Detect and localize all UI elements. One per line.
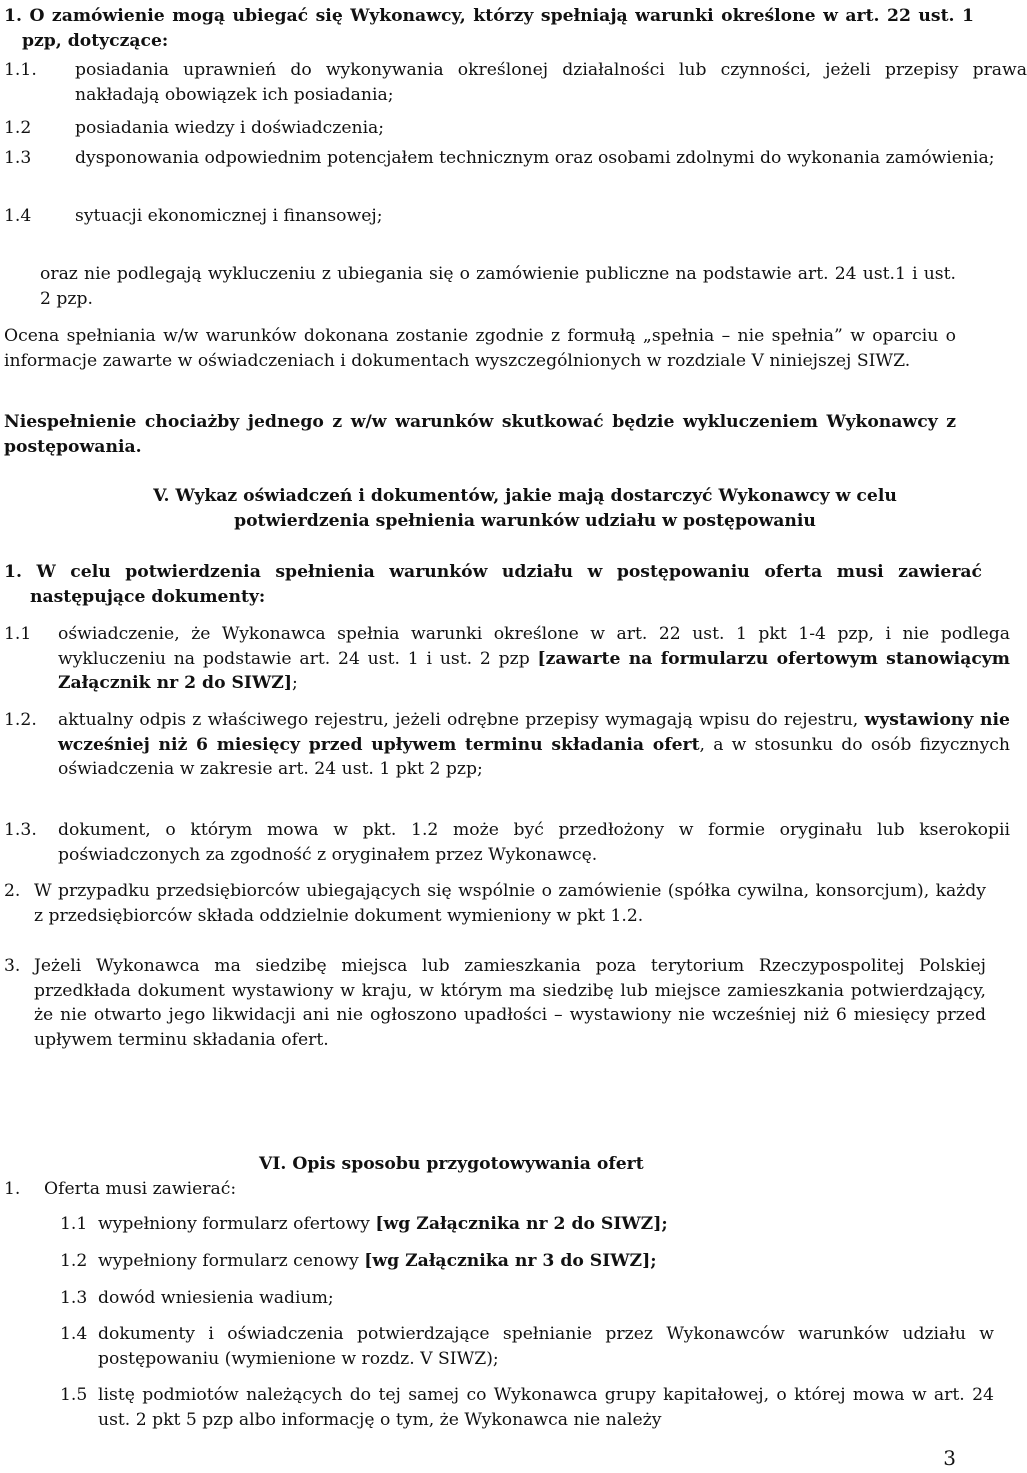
item-text: listę podmiotów należących do tej samej co Wykonawca grupy kapitałowej, o której mowa w art. 24 ust. 2 pkt 5 pzp albo informację o tym, że Wykonawca nie należy <box>98 1385 994 1430</box>
section-vi-heading: VI. Opis sposobu przygotowywania ofert <box>259 1154 644 1174</box>
section-v-point-2 <box>4 879 986 928</box>
condition-item-number: 1.1. <box>4 60 37 80</box>
item-text: dokument, o którym mowa w pkt. 1.2 może być przedłożony w formie oryginału lub kserokopii poświadczonych za zgodność z oryginałem przez Wykonawcę. <box>58 820 1010 865</box>
page-number: 3 <box>943 1446 956 1470</box>
item-text: wypełniony formularz ofertowy <box>98 1214 376 1234</box>
section-v-item-1-1 <box>4 622 1010 696</box>
item-text: Jeżeli Wykonawca ma siedzibę miejsca lub zamieszkania poza terytorium Rzeczypospolitej Polskiej przedkłada dokument wystawiony w kraju, w którym ma siedzibę lub miejsce zamieszkania potwierdzający, że nie otwarto jego likwidacji ani nie ogłoszono upadłości – wystawiony nie wcześniej niż 6 miesięcy przed upływem terminu składania ofert. <box>34 956 986 1050</box>
condition-item-1-4 <box>4 204 1027 229</box>
section-v-point-1: 1. W celu potwierdzenia spełnienia warunków udziału w postępowaniu oferta musi zawierać następujące dokumenty: <box>4 562 982 607</box>
item-number: 1.5 <box>60 1385 88 1405</box>
condition-item-text: dysponowania odpowiednim potencjałem technicznym oraz osobami zdolnymi do wykonania zamówienia; <box>75 148 995 168</box>
item-text: wypełniony formularz cenowy <box>98 1251 365 1271</box>
item-text: dokumenty i oświadczenia potwierdzające spełnianie przez Wykonawców warunków udziału w postępowaniu (wymienione w rozdz. V SIWZ); <box>98 1324 994 1369</box>
offer-item-1-3 <box>60 1286 994 1311</box>
item-number: 1.3. <box>4 820 37 840</box>
evaluation-paragraph: Ocena spełniania w/w warunków dokonana zostanie zgodnie z formułą „spełnia – nie spełnia” w oparciu o informacje zawarte w oświadczeniach i dokumentach wyszczególnionych w rozdziale V niniejszej SIWZ. <box>4 326 956 371</box>
offer-item-1-2 <box>60 1249 994 1274</box>
item-number: 1.1 <box>60 1214 88 1234</box>
item-number: 1.3 <box>60 1288 88 1308</box>
section-v-heading: V. Wykaz oświadczeń i dokumentów, jakie mają dostarczyć Wykonawcy w celu potwierdzenia spełnienia warunków udziału w postępowaniu <box>153 486 897 531</box>
item-text: , a w stosunku do osób fizycznych oświadczenia w zakresie art. 24 ust. 1 pkt 2 pzp; <box>58 734 1010 779</box>
section-v-item-1-3 <box>4 818 1010 867</box>
item-number: 1.4 <box>60 1324 88 1344</box>
item-text: oświadczenie, że Wykonawca spełnia warunki określone w art. 22 ust. 1 pkt 1-4 pzp, i nie podlega wykluczeniu na podstawie art. 24 ust. 1 i ust. 2 pzp <box>58 624 1010 669</box>
item-number: 1.2. <box>4 710 37 730</box>
section-v-item-1-2 <box>4 708 1010 782</box>
condition-item-number: 1.2 <box>4 118 32 138</box>
item-text: aktualny odpis z właściwego rejestru, jeżeli odrębne przepisy wymagają wpisu do rejestru, <box>58 710 865 730</box>
item-text-bold: [wg Załącznika nr 3 do SIWZ]; <box>364 1251 657 1271</box>
section-vi-point-1 <box>4 1177 604 1202</box>
condition-item-1-1 <box>4 58 1027 107</box>
item-text-bold: wystawiony nie wcześniej niż 6 miesięcy przed upływem terminu składania ofert <box>58 710 1010 755</box>
item-text: dowód wniesienia wadium; <box>98 1288 334 1308</box>
offer-item-1-5 <box>60 1383 994 1432</box>
exclusion-warning: Niespełnienie chociażby jednego z w/w warunków skutkować będzie wykluczeniem Wykonawcy z postępowania. <box>4 412 956 457</box>
condition-item-text: posiadania uprawnień do wykonywania określonej działalności lub czynności, jeżeli przepisy prawa nakładają obowiązek ich posiadania; <box>75 60 1027 105</box>
condition-item-number: 1.4 <box>4 206 32 226</box>
item-text: ; <box>291 673 298 693</box>
section-1-intro: 1. O zamówienie mogą ubiegać się Wykonawcy, którzy spełniają warunki określone w art. 22 ust. 1 pzp, dotyczące: <box>4 6 974 51</box>
condition-item-text: posiadania wiedzy i doświadczenia; <box>75 118 385 138</box>
item-text-bold: [zawarte na formularzu ofertowym stanowiącym Załącznik nr 2 do SIWZ] <box>58 648 1010 693</box>
condition-item-number: 1.3 <box>4 148 32 168</box>
item-number: 1. <box>4 1179 21 1199</box>
offer-item-1-1 <box>60 1212 994 1237</box>
item-number: 1.1 <box>4 624 32 644</box>
section-v-point-3 <box>4 954 986 1052</box>
offer-item-1-4 <box>60 1322 994 1371</box>
item-text: Oferta musi zawierać: <box>44 1179 237 1199</box>
condition-item-1-3 <box>4 146 1027 171</box>
item-number: 3. <box>4 956 21 976</box>
item-text: W przypadku przedsiębiorców ubiegających się wspólnie o zamówienie (spółka cywilna, konsorcjum), każdy z przedsiębiorców składa oddzielnie dokument wymieniony w pkt 1.2. <box>34 881 986 926</box>
item-number: 2. <box>4 881 21 901</box>
item-number: 1.2 <box>60 1251 88 1271</box>
condition-item-1-2 <box>4 116 1027 141</box>
exclusion-clause: oraz nie podlegają wykluczeniu z ubiegania się o zamówienie publiczne na podstawie art. 24 ust.1 i ust. 2 pzp. <box>40 264 956 309</box>
item-text-bold: [wg Załącznika nr 2 do SIWZ]; <box>375 1214 668 1234</box>
condition-item-text: sytuacji ekonomicznej i finansowej; <box>75 206 383 226</box>
